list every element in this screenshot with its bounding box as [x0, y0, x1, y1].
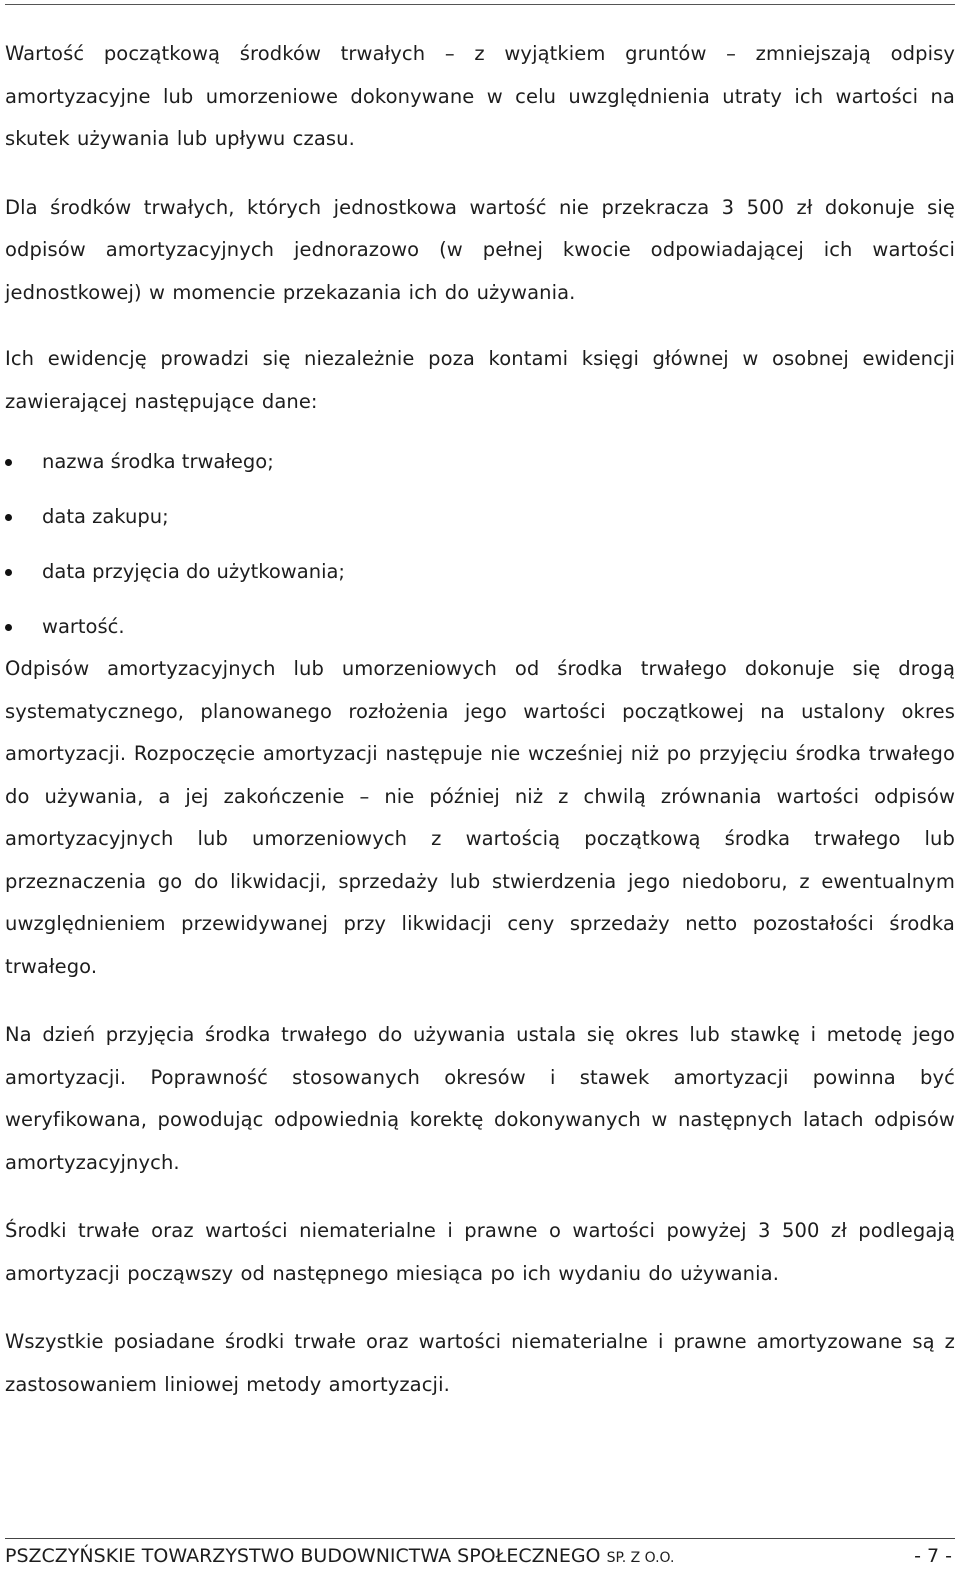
register-fields-list: [5, 434, 955, 654]
list-item: [5, 544, 955, 599]
footer-rule: [5, 1538, 955, 1539]
paragraph-linear-method: Wszystkie posiadane środki trwałe oraz wartości niematerialne i prawne amortyzowane są z zastosowaniem liniowej metody amortyzacji.: [5, 1330, 955, 1396]
paragraph-initial-value: Wartość początkową środków trwałych – z wyjątkiem gruntów – zmniejszają odpisy amortyzacyjne lub umorzeniowe dokonywane w celu uwzględnienia utraty ich wartości na skutek używania lub upływu czasu.: [5, 42, 955, 150]
paragraph-threshold: Środki trwałe oraz wartości niematerialne i prawne o wartości powyżej 3 500 zł podlegają amortyzacji począwszy od następnego miesiąca po ich wydaniu do używania.: [5, 1219, 955, 1285]
footer-organization: [5, 1543, 674, 1571]
document-body: [5, 33, 955, 1406]
page-number: - 7 -: [914, 1545, 952, 1567]
list-item: [5, 434, 955, 489]
paragraph-low-value-assets: Dla środków trwałych, których jednostkowa wartość nie przekracza 3 500 zł dokonuje się odpisów amortyzacyjnych jednorazowo (w pełnej kwocie odpowiadającej ich wartości jednostkowej) w momencie przekazania ich do używania.: [5, 195, 955, 304]
header-rule: [5, 4, 955, 5]
paragraph-depreciation-method: Odpisów amortyzacyjnych lub umorzeniowych od środka trwałego dokonuje się drogą systematycznego, planowanego rozłożenia jego wartości początkowej na ustalony okres amortyzacji. Rozpoczęcie amortyzacji następuje nie wcześniej niż po przyjęciu środka trwałego do używania, a jej zakończenie – nie później niż z chwilą zrównania wartości odpisów amortyzacyjnych lub umorzeniowych z wartością początkową środka trwałego lub przeznaczenia go do likwidacji, sprzedaży lub stwierdzenia jego niedoboru, z ewentualnym uwzględnieniem przewidywanej przy likwidacji ceny sprzedaży netto pozostałości środka trwałego.: [5, 657, 955, 978]
bullet-icon: [5, 459, 12, 466]
list-item: [5, 599, 955, 654]
footer-org-name: PSZCZYŃSKIE TOWARZYSTWO BUDOWNICTWA SPOŁECZNEGO: [5, 1545, 601, 1567]
paragraph-period-and-rate: Na dzień przyjęcia środka trwałego do używania ustala się okres lub stawkę i metodę jego amortyzacji. Poprawność stosowanych okresów i stawek amortyzacji powinna być weryfikowana, powodując odpowiednią korektę dokonywanych w następnych latach odpisów amortyzacyjnych.: [5, 1023, 955, 1174]
list-item-text: nazwa środka trwałego;: [42, 450, 274, 473]
list-item-text: data zakupu;: [42, 505, 169, 528]
footer-org-suffix: SP. Z O.O.: [606, 1550, 675, 1566]
list-item-text: data przyjęcia do użytkowania;: [42, 560, 346, 583]
bullet-icon: [5, 569, 12, 576]
list-item-text: wartość.: [42, 615, 125, 638]
bullet-icon: [5, 514, 12, 521]
bullet-icon: [5, 624, 12, 631]
list-item: [5, 489, 955, 544]
page-footer: [5, 1543, 952, 1569]
paragraph-register: Ich ewidencję prowadzi się niezależnie poza kontami księgi głównej w osobnej ewidencji zawierającej następujące dane:: [5, 347, 955, 413]
